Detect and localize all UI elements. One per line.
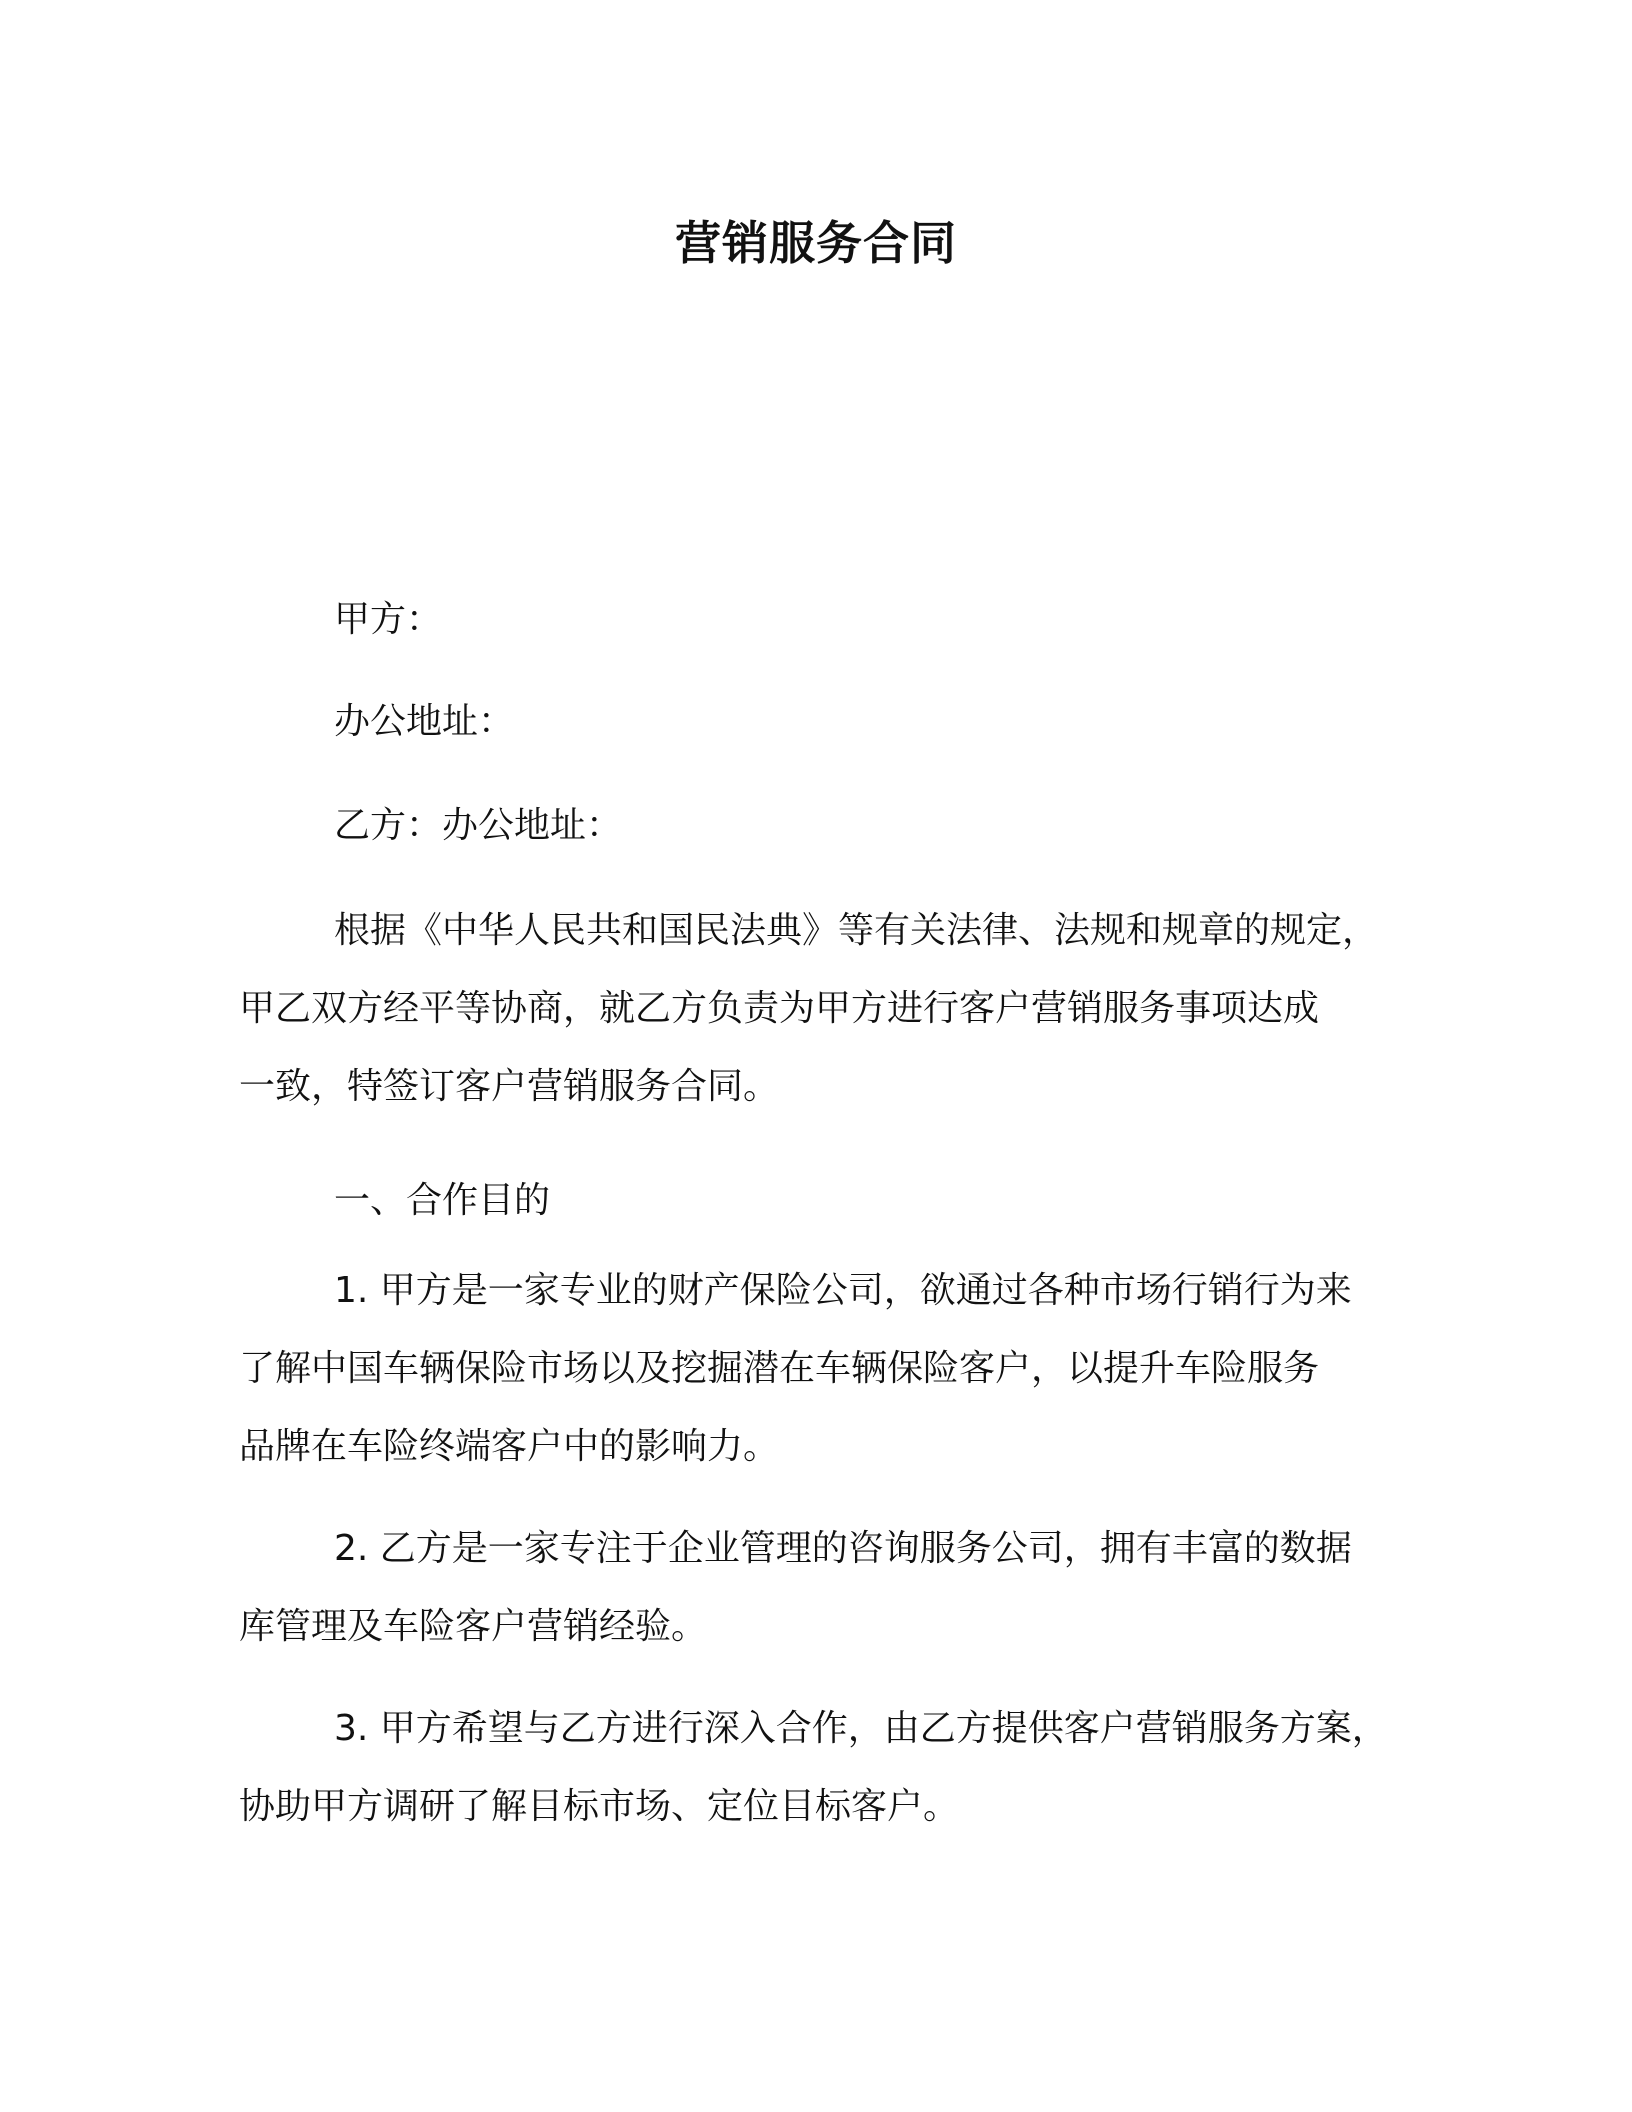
clause-item-1 [239, 1252, 1409, 1486]
clause-line: 了解中国车辆保险市场以及挖掘潜在车辆保险客户，以提升车险服务 [239, 1348, 1320, 1389]
intro-line: 甲乙双方经平等协商，就乙方负责为甲方进行客户营销服务事项达成 [239, 988, 1320, 1029]
intro-line: 根据《中华人民共和国民法典》等有关法律、法规和规章的规定， [334, 910, 1379, 951]
intro-line: 一致，特签订客户营销服务合同。 [239, 1066, 780, 1107]
document-title: 营销服务合同 [675, 216, 957, 270]
clause-line: 3. 甲方希望与乙方进行深入合作，由乙方提供客户营销服务方案， [334, 1708, 1388, 1749]
party-b-label: 乙方：办公地址： [334, 805, 623, 846]
clause-line: 品牌在车险终端客户中的影响力。 [239, 1426, 780, 1467]
clause-line: 1. 甲方是一家专业的财产保险公司，欲通过各种市场行销行为来 [334, 1270, 1352, 1311]
party-a-label: 甲方： [334, 599, 443, 640]
intro-paragraph [239, 892, 1409, 1126]
party-a-office-address-label: 办公地址： [334, 701, 515, 742]
clause-line: 协助甲方调研了解目标市场、定位目标客户。 [239, 1786, 960, 1827]
section-1-heading: 一、合作目的 [334, 1180, 551, 1221]
clause-item-2 [239, 1510, 1409, 1666]
clause-line: 库管理及车险客户营销经验。 [239, 1606, 708, 1647]
clause-line: 2. 乙方是一家专注于企业管理的咨询服务公司，拥有丰富的数据 [334, 1528, 1352, 1569]
clause-item-3 [239, 1690, 1409, 1846]
section-heading [239, 1162, 1409, 1240]
